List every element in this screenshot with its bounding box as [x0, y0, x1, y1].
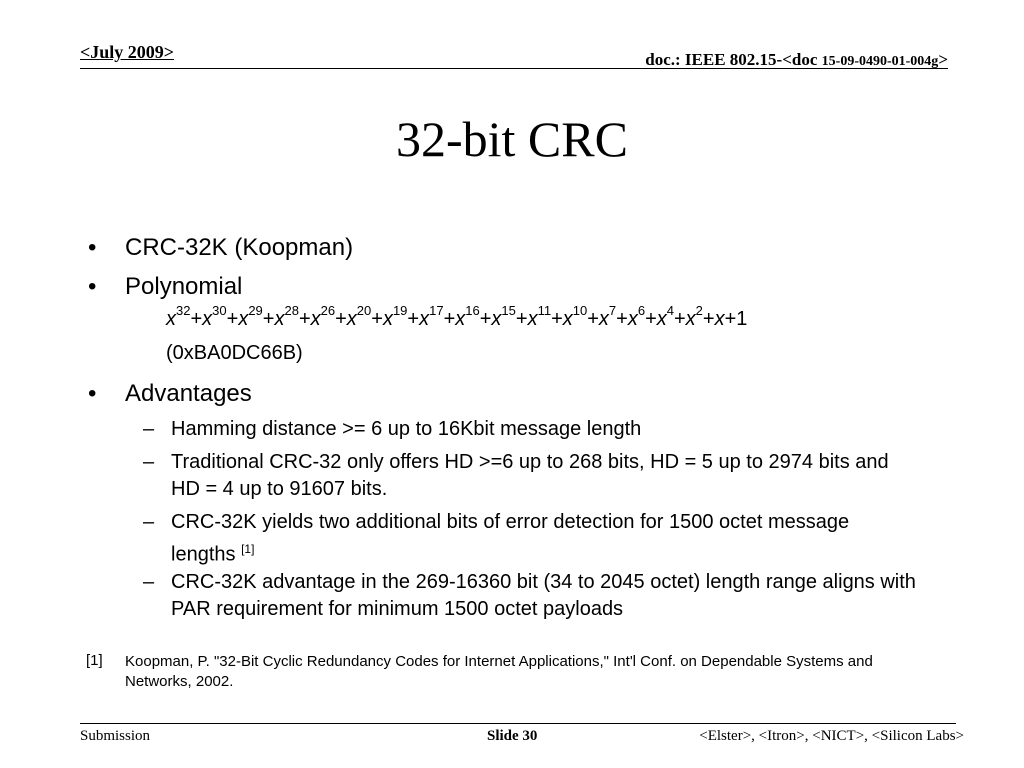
- footnote-ref: [1]: [241, 542, 255, 556]
- footer-slide-number: Slide 30: [487, 728, 538, 744]
- bullet-advantages: Advantages: [125, 380, 252, 407]
- bullet-polynomial: Polynomial: [125, 273, 243, 300]
- dash-marker: –: [143, 418, 155, 440]
- dash-marker: –: [143, 511, 155, 533]
- advantage-item: [171, 509, 861, 569]
- advantage-item: Traditional CRC-32 only offers HD >=6 up to 268 bits, HD = 5 up to 2974 bits and HD = 4 up to 91607 bits.: [171, 451, 889, 500]
- advantage-item: Hamming distance >= 6 up to 16Kbit message length: [171, 418, 642, 440]
- bullet-marker: •: [88, 380, 97, 407]
- header-date: <July 2009>: [80, 42, 175, 62]
- bullet-crc32k: CRC-32K (Koopman): [125, 234, 354, 261]
- bullet-marker: •: [88, 234, 97, 261]
- footer-submission: Submission: [80, 728, 151, 744]
- doc-number: 15-09-0490-01-004g: [821, 54, 939, 69]
- polynomial-hex: (0xBA0DC66B): [166, 342, 303, 364]
- dash-marker: –: [143, 571, 155, 593]
- footnote-number: [1]: [86, 652, 103, 669]
- doc-suffix: >: [938, 50, 948, 69]
- polynomial-formula: $x^{32}+x^{30}+x^{29}+x^{28}+x^{26}+x^{20}+x^{19}+x^{17}+x^{16}+x^{15}+x^{11}+x^{10}+x^7+x^6+x^4+x^2+x+1$: [166, 303, 748, 330]
- footer-divider: [80, 723, 956, 724]
- advantage-item: CRC-32K advantage in the 269-16360 bit (34 to 2045 octet) length range aligns with PAR requirement for minimum 1500 octet payloads: [171, 571, 916, 620]
- slide-title: 32-bit CRC: [396, 111, 628, 167]
- doc-prefix: doc.: IEEE 802.15-<doc: [645, 50, 822, 69]
- footnote-text: Koopman, P. "32-Bit Cyclic Redundancy Codes for Internet Applications," Int'l Conf. on Dependable Systems and Networks, 2002.: [125, 653, 873, 690]
- dash-marker: –: [143, 451, 155, 473]
- bullet-marker: •: [88, 273, 97, 300]
- footer-authors: <Elster>, <Itron>, <NICT>, <Silicon Labs>: [699, 728, 964, 744]
- advantage-text: CRC-32K yields two additional bits of error detection for 1500 octet message lengths: [171, 511, 850, 566]
